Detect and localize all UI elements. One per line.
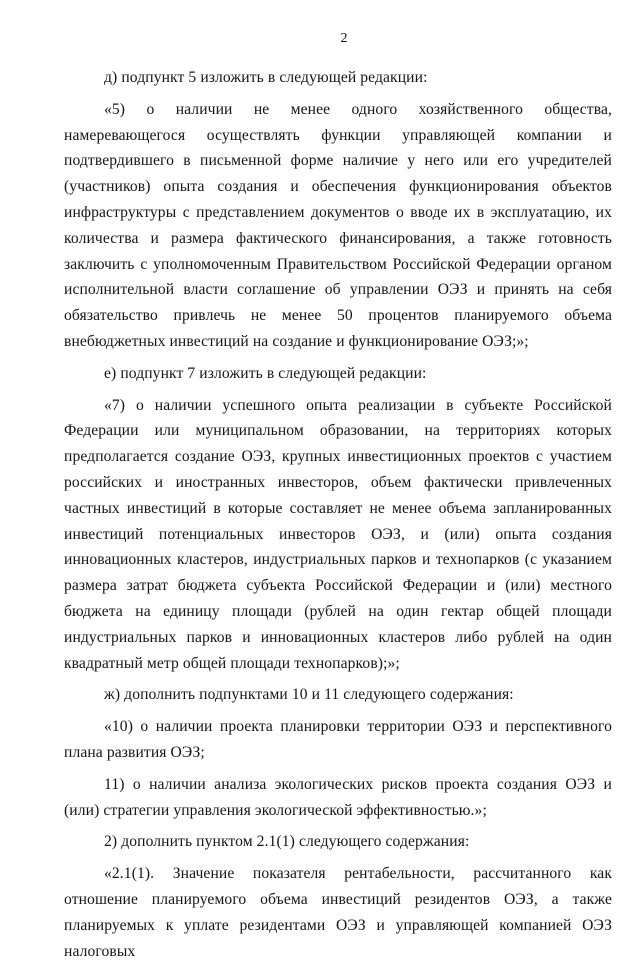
paragraph-item-e: е) подпункт 7 изложить в следующей редакции:	[104, 364, 427, 382]
page-number: 2	[340, 31, 348, 46]
paragraph-item-zh: ж) дополнить подпунктами 10 и 11 следующего содержания:	[104, 686, 514, 704]
paragraph-item-d: д) подпункт 5 изложить в следующей редакции:	[104, 69, 428, 86]
paragraph-subitem-10-text: «10) о наличии проекта планировки территории ОЭЗ и перспективного плана развития ОЭЗ;	[64, 718, 612, 761]
paragraph-point-2-1-1-text: «2.1(1). Значение показателя рентабельности, рассчитанного как отношение планируемого объема инвестиций резидентов ОЭЗ, а также планируемых к уплате резидентами ОЭЗ и управляющей компанией ОЭЗ налоговых	[64, 865, 612, 960]
paragraph-item-2: 2) дополнить пунктом 2.1(1) следующего содержания:	[104, 833, 470, 851]
paragraph-subitem-7-text: «7) о наличии успешного опыта реализации в субъекте Российской Федерации или муниципальном образовании, на территориях которых предполагается создание ОЭЗ, крупных инвестиционных проектов с участием российских и иностранных инвесторов, объем фактически привлеченных частных инвестиций в которые составляет не менее объема запланированных инвестиций потенциальных инвесторов ОЭЗ, и (или) опыта создания инновационных кластеров, индустриальных парков и технопарков (с указанием размера затрат бюджета субъекта Российской Федерации и (или) местного бюджета на единицу площади (рублей на один гектар общей площади индустриальных парков и инновационных кластеров либо рублей на один квадратный метр общей площади технопарков);»;	[64, 396, 612, 672]
paragraph-subitem-11-text: 11) о наличии анализа экологических рисков проекта создания ОЭЗ и (или) стратегии управления экологической эффективностью.»;	[64, 775, 612, 819]
paragraph-subitem-5-text: «5) о наличии не менее одного хозяйственного общества, намеревающегося осуществлять функции управляющей компании и подтвердившего в письменной форме наличие у него или его учредителей (участников) опыта создания и обеспечения функционирования объектов инфраструктуры с представлением документов о вводе их в эксплуатацию, их количества и размера фактического финансирования, а также готовность заключить с уполномоченным Правительством Российской Федерации органом исполнительной власти соглашение об управлении ОЭЗ и принять на себя обязательство привлечь не менее 50 процентов планируемого объема внебюджетных инвестиций на создание и функционирование ОЭЗ;»;	[64, 100, 612, 350]
